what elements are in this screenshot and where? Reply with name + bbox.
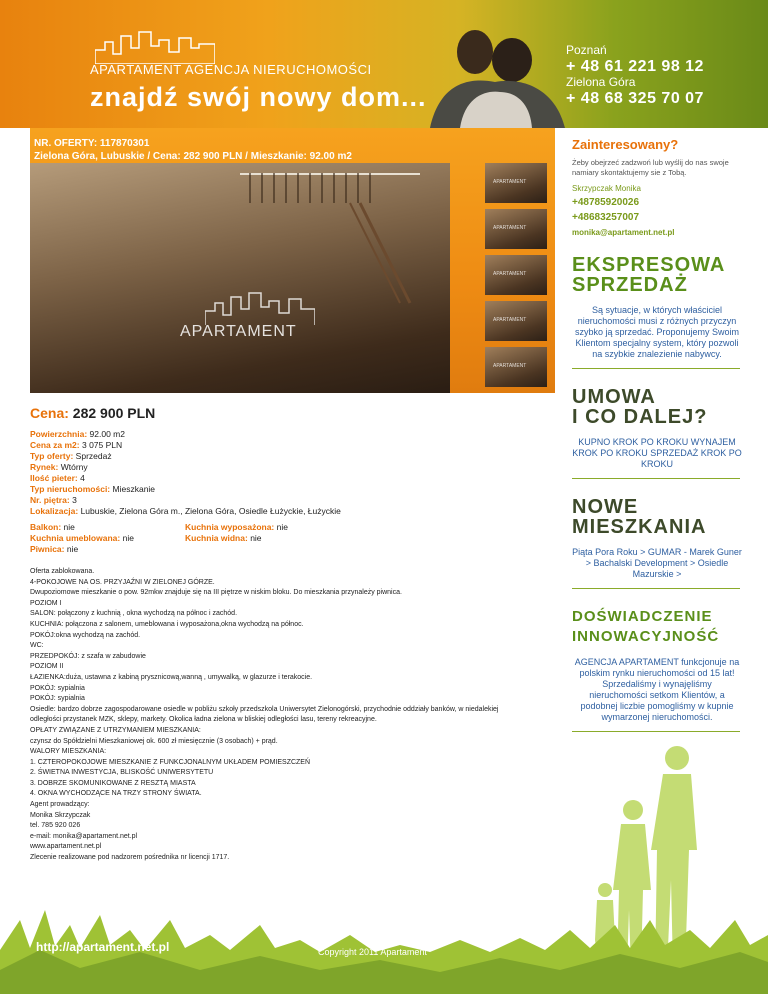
features-grid (30, 522, 560, 555)
thumbnail-watermark: APARTAMENT (493, 363, 527, 369)
description-line: Oferta zablokowana. (30, 568, 95, 575)
promo-umowa-title[interactable] (572, 387, 742, 427)
description-line: Agent prowadzący: (30, 801, 90, 809)
description-line: 1. CZTEROPOKOJOWE MIESZKANIE Z FUNKCJONALNYM UKŁADEM POMIESZCZEŃ (30, 758, 311, 766)
description-line: WALORY MIESZKANIA: (30, 748, 107, 756)
detail-row: Ilość pieter: 4 (30, 473, 85, 483)
thumbnail[interactable] (485, 301, 547, 341)
detail-row: Typ oferty: Sprzedaż (30, 451, 112, 461)
description-line: 3. DOBRZE SKOMUNIKOWANE Z RESZTĄ MIASTA (30, 779, 196, 787)
offer-description (30, 567, 550, 864)
description-line: POKÓJ: sypialnia (30, 684, 85, 692)
promo-title-line: SPRZEDAŻ (572, 274, 688, 296)
features-col-right (185, 522, 340, 555)
divider (572, 368, 740, 369)
promo-title-line: NOWE (572, 496, 639, 518)
photo-watermark: APARTAMENT (180, 323, 297, 340)
description-line: WC: (30, 642, 44, 650)
description-line: 2. ŚWIETNA INWESTYCJA, BLISKOŚĆ UNIWERSYTETU (30, 769, 214, 777)
detail-row: Powierzchnia: 92.00 m2 (30, 429, 125, 439)
price-label: Cena: (30, 405, 69, 421)
promo-doswiadczenie-text[interactable]: AGENCJA APARTAMENT funkcjonuje na polskim rynku nieruchomości od 15 lat! Sprzedaliśmy i wynajęliśmy nieruchomości setkom Klientów, a podobnej liczbie pomogliśmy w kupnie wymarzonej nieruchomości. (574, 657, 740, 722)
sidebar-title: Zainteresowany? (572, 137, 679, 152)
description-line: czynsz do Spółdzielni Mieszkaniowej ok. 600 zł miesięcznie (3 osobach) + prąd. (30, 737, 278, 745)
description-line: PRZEDPOKÓJ: z szafa w zabudowie (30, 652, 146, 660)
description-line: 4. OKNA WYCHODZĄCE NA TRZY STRONY ŚWIATA. (30, 790, 202, 798)
description-line: ŁAZIENKA:duża, ustawna z kabiną prysznicową,wanną , umywalką, w glazurze i terakocie. (30, 673, 313, 681)
agent-email-link[interactable]: monika@apartament.net.pl (572, 228, 675, 237)
detail-row: Cena za m2: 3 075 PLN (30, 440, 123, 450)
divider (572, 588, 740, 589)
detail-row: Typ nieruchomości: Mieszkanie (30, 484, 156, 494)
offer-column (30, 128, 560, 864)
promo-title-line: UMOWA (572, 386, 656, 408)
feature-balkon: Balkon: nie (30, 522, 75, 532)
slogan: znajdź swój nowy dom... (90, 82, 427, 112)
contact-phones (566, 44, 704, 108)
thumbnail-watermark: APARTAMENT (493, 271, 527, 277)
feature-kuchnia-widna: Kuchnia widna: nie (185, 533, 262, 543)
page-footer (0, 890, 768, 994)
promo-title-line: MIESZKANIA (572, 516, 707, 538)
description-line: Zlecenie realizowane pod nadzorem pośrednika nr licencji 1717. (30, 854, 230, 862)
sidebar-intro: Żeby obejrzeć zadzwoń lub wyślij do nas swoje namiary skontaktujemy sie z Tobą. (572, 158, 729, 177)
main-photo[interactable] (30, 163, 450, 393)
thumbnail-list (485, 163, 550, 393)
footer-copyright: Copyright 2011 Apartament (318, 947, 427, 957)
couple-photo (420, 22, 570, 128)
offer-summary: Zielona Góra, Lubuskie / Cena: 282 900 PLN / Mieszkanie: 92.00 m2 (34, 151, 352, 162)
description-line: POZIOM II (30, 663, 64, 671)
price-value: 282 900 PLN (72, 405, 156, 421)
description-line: e-mail: monika@apartament.net.pl (30, 832, 138, 840)
photo-area (30, 128, 555, 393)
description-line: Monika Skrzypczak (30, 811, 91, 819)
city-zielona-gora: Zielona Góra (566, 75, 636, 89)
agent-phone-mobile[interactable]: +48785920026 (572, 197, 640, 208)
description-line: OPŁATY ZWIĄZANE Z UTRZYMANIEM MIESZKANIA: (30, 726, 201, 734)
promo-ekspresowa-title[interactable] (572, 255, 742, 295)
description-line: odległości przystanek MZK, sklepy, markety. Okolica ładna zielona w bliskiej odległości lasu, tereny rekreacyjne. (30, 716, 377, 724)
description-line: www.apartament.net.pl (30, 843, 102, 851)
promo-title-line: I CO DALEJ? (572, 406, 708, 428)
description-line: KUCHNIA: połączona z salonem, umeblowana i wyposażona,okna wychodzą na północ. (30, 620, 304, 628)
detail-row: Rynek: Wtórny (30, 462, 88, 472)
features-col-left (30, 522, 185, 555)
phone-zielona-gora[interactable]: + 48 68 325 70 07 (566, 90, 704, 107)
feature-piwnica: Piwnica: nie (30, 544, 79, 554)
thumbnail[interactable] (485, 163, 547, 203)
promo-title-line: EKSPRESOWA (572, 254, 726, 276)
agent-phone-office[interactable]: +48683257007 (572, 212, 640, 223)
promo-title-line: INNOWACYJNOŚĆ (572, 628, 720, 645)
brand-name: APARTAMENT AGENCJA NIERUCHOMOŚCI (90, 62, 372, 77)
thumbnail[interactable] (485, 209, 547, 249)
promo-nowe-text[interactable]: Piąta Pora Roku > GUMAR - Marek Guner > Bachalski Development > Osiedle Mazurskie > (572, 547, 742, 579)
description-line: Osiedle: bardzo dobrze zagospodarowane osiedle w pobliżu szkoły przedszkola Uniwersytet Zielonogórski, przychodnie oddziały banków, w niedalekiej (30, 705, 499, 713)
feature-kuchnia-wyposazona: Kuchnia wyposażona: nie (185, 522, 288, 532)
phone-poznan[interactable]: + 48 61 221 98 12 (566, 58, 704, 75)
detail-row: Nr. piętra: 3 (30, 495, 77, 505)
watermark-logo (205, 291, 315, 325)
thumbnail-watermark: APARTAMENT (493, 225, 527, 231)
description-line: POZIOM I (30, 599, 62, 607)
promo-umowa-text[interactable]: KUPNO KROK PO KROKU WYNAJEM KROK PO KROKU SPRZEDAŻ KROK PO KROKU (572, 437, 742, 469)
thumbnail-watermark: APARTAMENT (493, 317, 527, 323)
thumbnail[interactable] (485, 347, 547, 387)
divider (572, 478, 740, 479)
feature-kuchnia-umeblowana: Kuchnia umeblowana: nie (30, 533, 134, 543)
description-line: Dwupoziomowe mieszkanie o pow. 92mkw znajduje się na III piętrze w niskim bloku. Do mieszkania przynależy piwnica. (30, 589, 402, 597)
offer-number: NR. OFERTY: 117870301 (34, 138, 150, 149)
city-skyline-logo (95, 28, 215, 64)
thumbnail-watermark: APARTAMENT (493, 179, 527, 185)
thumbnail[interactable] (485, 255, 547, 295)
divider (572, 731, 740, 732)
offer-details (30, 429, 560, 517)
description-line: POKÓJ: sypialnia (30, 695, 85, 703)
promo-ekspresowa-text[interactable]: Są sytuacje, w których właściciel nieruchomości musi z różnych przyczyn szybko ją sprzedać. Proponujemy Swoim Klientom specjalny system, który pozwoli na szybkie znalezienie nabywcy. (574, 305, 740, 359)
description-line: SALON: połączony z kuchnią , okna wychodzą na północ i zachód. (30, 610, 238, 618)
promo-title-line: DOŚWIADCZENIE (572, 608, 713, 625)
city-poznan: Poznań (566, 43, 607, 57)
footer-website-link[interactable]: http://apartament.net.pl (36, 940, 170, 954)
promo-doswiadczenie-title[interactable] (572, 607, 742, 647)
agent-name: Skrzypczak Monika (572, 184, 641, 193)
description-line: 4-POKOJOWE NA OS. PRZYJAŹNI W ZIELONEJ GÓRZE. (30, 578, 215, 586)
promo-nowe-title[interactable] (572, 497, 742, 537)
sidebar (572, 128, 742, 732)
price-row (30, 405, 560, 421)
page-header (0, 0, 768, 128)
description-line: tel. 785 920 026 (30, 822, 81, 830)
description-line: POKÓJ:okna wychodzą na zachód. (30, 631, 141, 639)
detail-row: Lokalizacja: Lubuskie, Zielona Góra m., Zielona Góra, Osiedle Łużyckie, Łużyckie (30, 506, 341, 516)
